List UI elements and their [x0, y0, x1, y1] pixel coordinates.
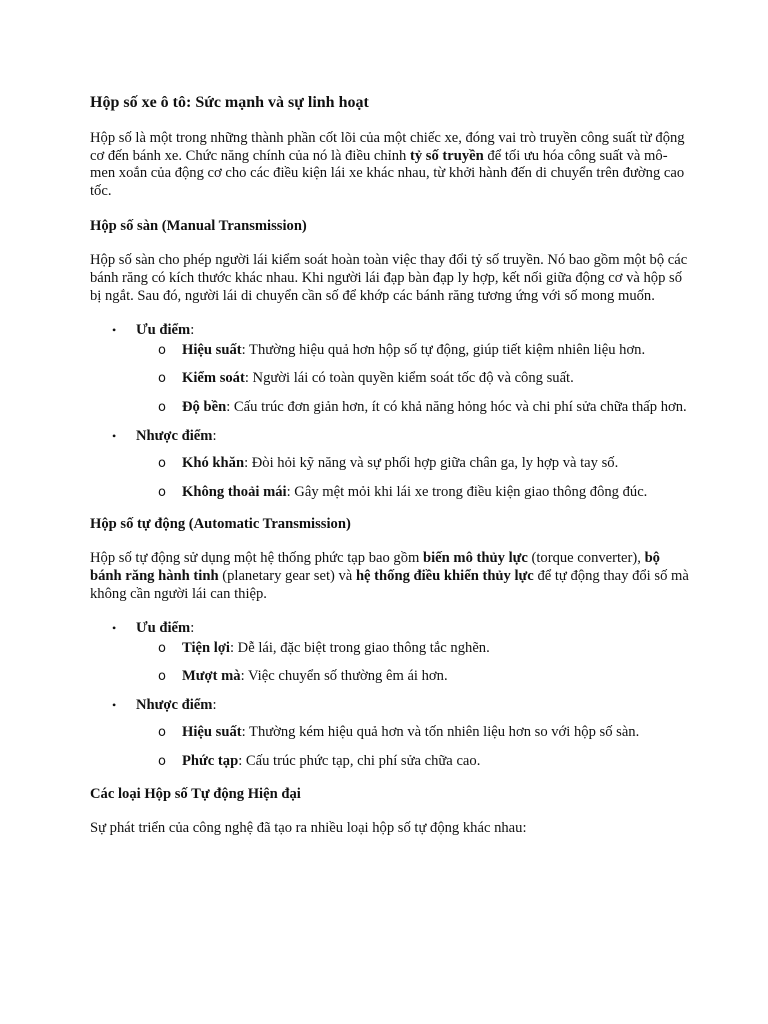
- list-item-desc: : Thường hiệu quả hơn hộp số tự động, giúp tiết kiệm nhiên liệu hơn.: [241, 341, 646, 358]
- list-item-desc: : Gây mệt mỏi khi lái xe trong điều kiện giao thông đông đúc.: [286, 483, 648, 500]
- list-item: [136, 342, 690, 360]
- manual-paragraph: Hộp số sàn cho phép người lái kiểm soát hoàn toàn việc thay đổi tỷ số truyền. Nó bao gồm một bộ các bánh răng có kích thước khác nhau. Khi người lái đạp bàn đạp ly hợp, kết nối giữa động cơ và hộp số bị ngắt. Sau đó, người lái di chuyển cần số để khớp các bánh răng tương ứng với số mong muốn.: [90, 252, 688, 304]
- list-item-term: Hiệu suất: [182, 341, 242, 358]
- automatic-text-1: Hộp số tự động sử dụng một hệ thống phức tạp bao gồm: [90, 550, 424, 567]
- list-item: [136, 724, 690, 742]
- list-item-term: Kiểm soát: [182, 370, 245, 387]
- document-title: Hộp số xe ô tô: Sức mạnh và sự linh hoạt: [90, 94, 369, 111]
- bullet-circle: o: [158, 484, 166, 500]
- bullet-disc: •: [112, 621, 117, 636]
- automatic-text-2: (torque converter),: [527, 550, 645, 567]
- list-item: [136, 455, 690, 473]
- manual-heading: Hộp số sàn (Manual Transmission): [90, 218, 307, 235]
- automatic-pros-item: • Ưu điểm: o Tiện lợi: Dễ lái, đặc biệt trong giao thông tắc nghẽn. o Mượt mà: Việc chuyển số thường êm ái hơn.: [90, 620, 690, 686]
- list-item-term: Độ bền: [182, 398, 227, 415]
- automatic-text-3: (planetary gear set) và: [218, 567, 356, 584]
- bullet-disc: •: [112, 428, 117, 443]
- list-item-term: Khó khăn: [182, 455, 245, 472]
- modern-heading: Các loại Hộp số Tự động Hiện đại: [90, 785, 301, 802]
- automatic-cons-list: [136, 724, 690, 770]
- bullet-circle: o: [158, 456, 166, 472]
- automatic-list: [90, 620, 690, 771]
- automatic-bold-3: hệ thống điều khiển thủy lực: [355, 567, 534, 584]
- bullet-circle: o: [158, 342, 166, 358]
- list-item-desc: : Dễ lái, đặc biệt trong giao thông tắc nghẽn.: [229, 639, 490, 656]
- list-item-desc: : Thường kém hiệu quả hơn và tốn nhiên liệu hơn so với hộp số sàn.: [241, 724, 640, 741]
- list-item-desc: : Người lái có toàn quyền kiểm soát tốc độ và công suất.: [244, 370, 574, 387]
- manual-pros-label: Ưu điểm: [136, 322, 191, 339]
- intro-text-2: để tối ưu hóa công suất và mô-men xoắn của động cơ cho các điều kiện lái xe khác nhau, từ khởi hành đến di chuyển trên đường cao tốc.: [90, 147, 685, 199]
- bullet-circle: o: [158, 725, 166, 741]
- bullet-disc: •: [112, 323, 117, 338]
- list-item-term: Mượt mà: [182, 668, 241, 685]
- modern-paragraph: Sự phát triển của công nghệ đã tạo ra nhiều loại hộp số tự động khác nhau:: [90, 819, 527, 836]
- automatic-cons-item: • Nhược điểm: o Hiệu suất: Thường kém hiệu quả hơn và tốn nhiên liệu hơn so với hộp số sàn. o Phức tạp: Cấu trúc phức tạp, chi phí sửa chữa cao.: [90, 697, 690, 771]
- manual-pros-list: [136, 342, 690, 417]
- bullet-circle: o: [158, 669, 166, 685]
- automatic-bold-1: biến mô thủy lực: [423, 550, 528, 567]
- manual-cons-item: • Nhược điểm: o Khó khăn: Đòi hỏi kỹ năng và sự phối hợp giữa chân ga, ly hợp và tay số. o Không thoải mái: Gây mệt mỏi khi lái xe trong điều kiện giao thông đông đúc.: [90, 428, 690, 502]
- manual-cons-list: [136, 455, 690, 501]
- list-item: [136, 668, 690, 686]
- list-item-desc: : Cấu trúc phức tạp, chi phí sửa chữa cao.: [238, 753, 481, 770]
- automatic-pros-label: Ưu điểm: [136, 620, 191, 637]
- bullet-disc: •: [112, 697, 117, 712]
- intro-text-1: Hộp số là một trong những thành phần cốt lõi của một chiếc xe, đóng vai trò truyền công suất từ động cơ đến bánh xe. Chức năng chính của nó là điều chỉnh: [90, 130, 685, 164]
- list-item: [136, 370, 690, 388]
- intro-paragraph: [90, 130, 690, 200]
- list-item-term: Phức tạp: [182, 753, 239, 770]
- list-item-term: Hiệu suất: [182, 724, 242, 741]
- list-item: [136, 399, 690, 417]
- list-item: [136, 484, 690, 502]
- bullet-circle: o: [158, 640, 166, 656]
- list-item-desc: : Cấu trúc đơn giản hơn, ít có khả năng hỏng hóc và chi phí sửa chữa thấp hơn.: [226, 398, 687, 415]
- manual-cons-label: Nhược điểm: [136, 427, 213, 444]
- intro-bold-term: tỷ số truyền: [409, 147, 484, 164]
- automatic-bold-2: bộ bánh răng hành tinh: [90, 550, 660, 584]
- list-item-term: Tiện lợi: [182, 639, 230, 656]
- automatic-pros-list: [136, 640, 690, 686]
- document-content: [90, 93, 690, 854]
- automatic-text-4: để tự động thay đổi số mà không cần người lái can thiệp.: [90, 567, 689, 602]
- automatic-paragraph: [90, 550, 690, 603]
- list-item: [136, 640, 690, 658]
- manual-pros-item: • Ưu điểm: o Hiệu suất: Thường hiệu quả hơn hộp số tự động, giúp tiết kiệm nhiên liệu hơn. o Kiểm soát: Người lái có toàn quyền kiểm soát tốc độ và công suất. o Độ bền: Cấu trúc đơn giản hơn, ít có khả năng hỏng hóc và chi phí sửa chữa thấp hơn.: [90, 322, 690, 416]
- list-item: [136, 753, 690, 771]
- list-item-term: Không thoải mái: [182, 483, 287, 500]
- automatic-heading: Hộp số tự động (Automatic Transmission): [90, 516, 351, 533]
- bullet-circle: o: [158, 399, 166, 415]
- automatic-cons-label: Nhược điểm: [136, 696, 213, 713]
- list-item-desc: : Đòi hỏi kỹ năng và sự phối hợp giữa chân ga, ly hợp và tay số.: [244, 455, 619, 472]
- list-item-desc: : Việc chuyển số thường êm ái hơn.: [240, 668, 448, 685]
- bullet-circle: o: [158, 371, 166, 387]
- manual-list: [90, 322, 690, 501]
- bullet-circle: o: [158, 754, 166, 770]
